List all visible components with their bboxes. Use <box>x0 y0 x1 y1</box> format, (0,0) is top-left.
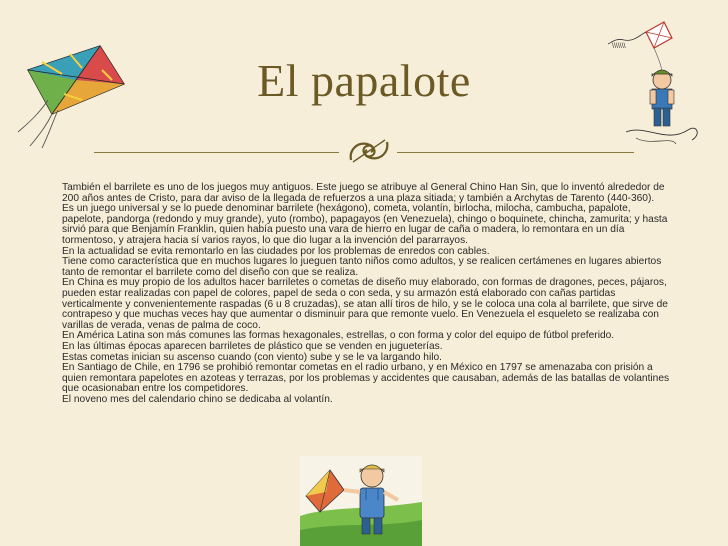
paragraph: Es un juego universal y se lo puede denominar barrilete (hexágono), cometa, volantín, birlocha, milocha, cambucha, papalote, papelote, pandorga (redondo y muy grande), yuto (rombo), papagayos (en Venezuela), chingo o boquinete, chincha, zamurita; y hasta sirvió para que Benjamín Franklin, quien había puesto una vara de hierro en lugar de caña o madera, lo remontara en un día tormentoso, y atrajera hacia sí varios rayos, lo que dio lugar a la invención del pararrayos. <box>62 203 668 246</box>
title-divider-right <box>397 152 634 153</box>
paragraph: En la actualidad se evita remontarlo en las ciudades por los problemas de enredos con cables. <box>62 245 490 257</box>
paragraph: Estas cometas inician su ascenso cuando (con viento) sube y se le va largando hilo. <box>62 351 442 363</box>
scroll-ornament-icon <box>345 136 393 166</box>
paragraph: En las últimas épocas aparecen barriletes de plástico que se venden en jugueterías. <box>62 340 443 352</box>
svg-text:\\\\\\\: \\\\\\\ <box>612 43 626 50</box>
slide-title: El papalote <box>257 55 471 106</box>
paragraph: También el barrilete es uno de los juegos muy antiguos. Este juego se atribuye al General Chino Han Sin, que lo inventó alrededor de 200 años antes de Cristo, para dar aviso de la llegada de refuerzos a una plaza sitiada; y también a Archytas de Tarento (440-360). <box>62 182 665 204</box>
slide-body-text <box>62 183 674 405</box>
title-divider-left <box>94 152 339 153</box>
paragraph: En América Latina son más comunes las formas hexagonales, estrellas, o con forma y color del equipo de fútbol preferido. <box>62 330 615 342</box>
paragraph: En China es muy propio de los adultos hacer barriletes o cometas de diseño muy elaborado, con formas de dragones, peces, pájaros, pueden estar realizadas con papel de colores, papel de seda o con seda, y su armazón está elaborado con cañas partidas verticalmente y convenientemente raspadas (6 u 8 cruzadas), se atan allí tiros de hilo, y se le coloca una cola al barrilete, que sirve de contrapeso y que muchas veces hay que aumentar o disminuir para que remonte vuelo. En Venezuela el esqueleto se realizaba con varillas de verada, venas de palma de coco. <box>62 277 668 331</box>
paragraph: En Santiago de Chile, en 1796 se prohibió remontar cometas en el radio urbano, y en México en 1797 se amenazaba con prisión a quien remontara papelotes en azoteas y terrazas, por los problemas y accidentes que causaban, además de las batallas de volantines que ocasionaban entre los competidores. <box>62 362 670 395</box>
boy-with-kite-illustration <box>300 456 422 546</box>
paragraph: Tiene como característica que en muchos lugares lo jueguen tanto niños como adultos, y se realicen certámenes en lugares abiertos tanto de remontar el barrilete como del diseño con que se realiza. <box>62 256 662 278</box>
paragraph: El noveno mes del calendario chino se dedicaba al volantín. <box>62 393 333 405</box>
